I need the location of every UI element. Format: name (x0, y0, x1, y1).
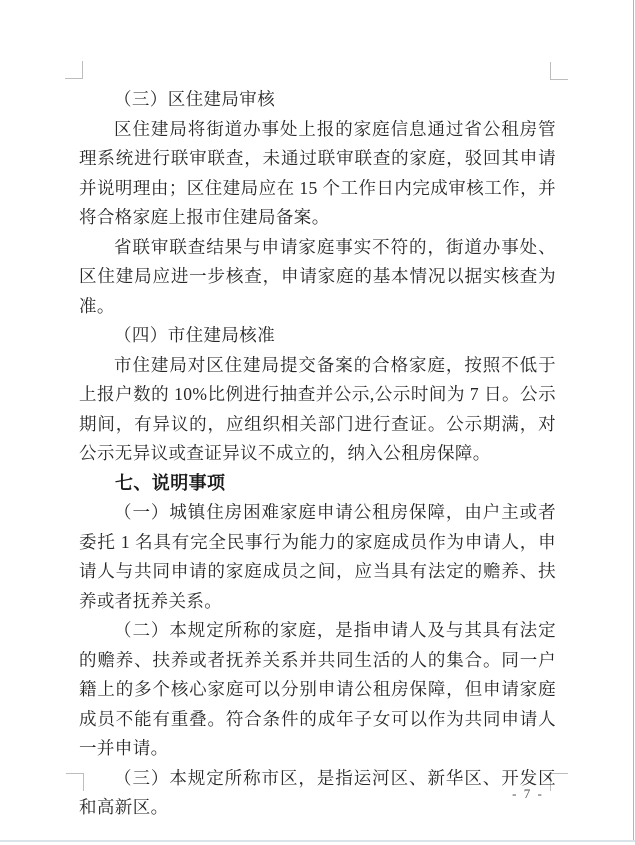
paragraph: 区住建局将街道办事处上报的家庭信息通过省公租房管理系统进行联审联查，未通过联审联查的家庭，驳回其申请并说明理由；区住建局应在 15 个工作日内完成审核工作，并将合格家庭上报市住建局备案。 (79, 118, 556, 227)
section-heading: 七、说明事项 (115, 472, 226, 493)
paragraph: 省联审联查结果与申请家庭事实不符的，街道办事处、区住建局应进一步核查，申请家庭的基本情况以据实核查为准。 (79, 236, 556, 316)
page-number: - 7 - (512, 786, 544, 801)
page-right-edge (633, 0, 634, 841)
text-boundary-corner-top-left (65, 61, 83, 79)
sub-heading: （四）市住建局核准 (114, 325, 276, 345)
document-body (79, 85, 556, 823)
text-boundary-corner-top-right (550, 62, 568, 80)
paragraph: （三）本规定所称市区，是指运河区、新华区、开发区和高新区。 (79, 767, 556, 817)
paragraph: （一）城镇住房困难家庭申请公租房保障，由户主或者委托 1 名具有完全民事行为能力的家庭成员作为申请人，申请人与共同申请的家庭成员之间，应当具有法定的赡养、扶养或者抚养关系。 (79, 502, 556, 611)
page-bottom-edge (0, 840, 635, 842)
paragraph: 市住建局对区住建局提交备案的合格家庭，按照不低于上报户数的 10%比例进行抽查并公示,公示时间为 7 日。公示期间，有异议的，应组织相关部门进行查证。公示期满，对公示无异议或查证异议不成立的，纳入公租房保障。 (79, 354, 556, 463)
paragraph: （二）本规定所称的家庭，是指申请人及与其具有法定的赡养、扶养或者抚养关系并共同生活的人的集合。同一户籍上的多个核心家庭可以分别申请公租房保障，但申请家庭成员不能有重叠。符合条件的成年子女可以作为共同申请人一并申请。 (79, 620, 556, 758)
sub-heading: （三）区住建局审核 (114, 89, 276, 109)
